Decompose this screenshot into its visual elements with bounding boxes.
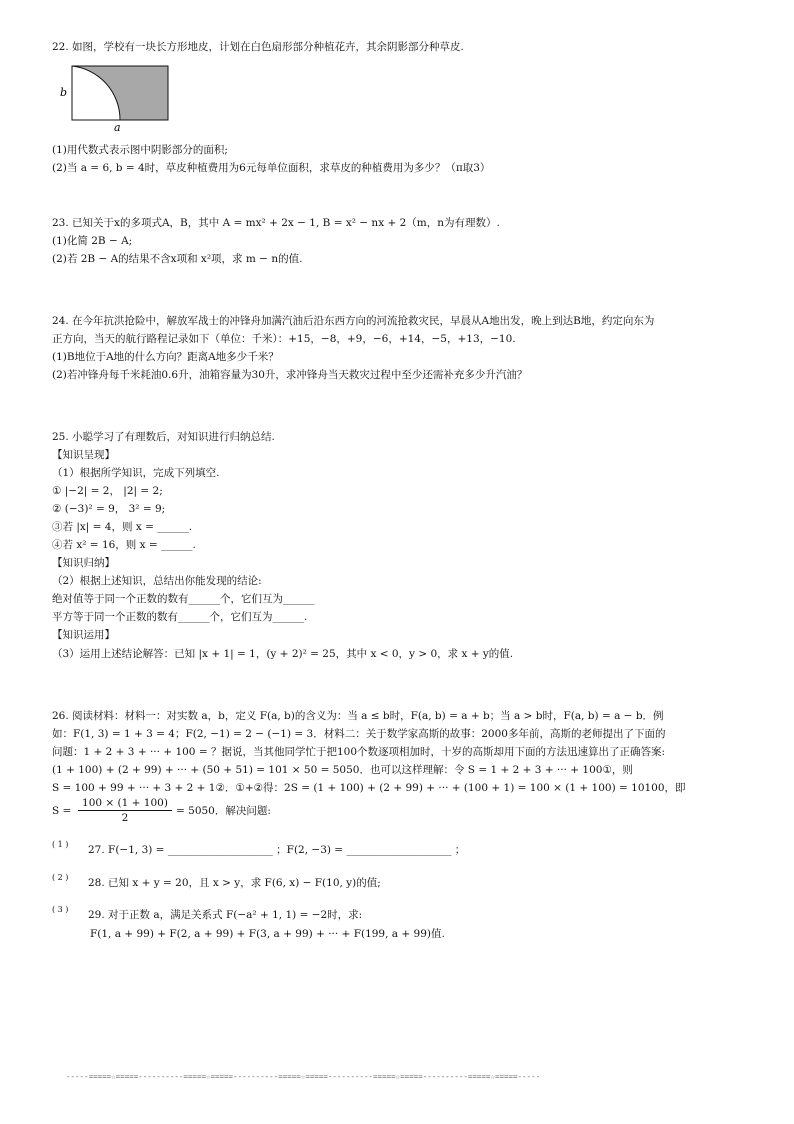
fraction-numerator: 100 × (1 + 100) [78,796,172,811]
q26-line5: S = 100 + 99 + ··· + 3 + 2 + 1②．①+②得：2S = (1 + 100) + (2 + 99) + ··· + (100 + 1) = 100 × (1 + 100) = 10100，即 [52,782,686,794]
q26-s-equals: S = [52,805,72,817]
fraction-denominator: 2 [121,812,129,824]
q25-item2: ② (−3)² = 9， 3² = 9; [52,503,166,515]
q25-step3: （3）运用上述结论解答：已知 |x + 1| = 1，(y + 2)² = 25，其中 x < 0，y > 0，求 x + y的值. [52,648,514,660]
q25-heading-apply: 【知识运用】 [52,629,115,641]
q25-item4: ④若 x² = 16，则 x = ______. [52,539,196,551]
q24-part2: (2)若冲锋舟每千米耗油0.6升，油箱容量为30升，求冲锋舟当天救灾过程中至少还需补充多少升汽油？ [52,369,528,381]
sub-number-2: ( 2 ) [52,873,69,882]
q25-item1: ① |−2| = 2， |2| = 2; [52,485,163,497]
q25-title: 25. 小聪学习了有理数后，对知识进行归纳总结. [52,431,275,443]
q23-part1: (1)化简 2B − A; [52,235,133,247]
q26-sub3-line1: 29. 对于正数 a，满足关系式 F(−a² + 1, 1) = −2时，求: [88,909,363,921]
q26-sub1: 27. F(−1, 3) = ____________________ ；F(2, −3) = ____________________ ； [88,844,466,856]
q26-line3: 问题：1 + 2 + 3 + ··· + 100 = ？据说，当其他同学忙于把100个数逐项相加时，十岁的高斯却用下面的方法迅速算出了正确答案: [52,746,666,758]
sub-number-3: ( 3 ) [52,905,69,914]
q22-part1: (1)用代数式表示图中阴影部分的面积; [52,144,228,156]
sub-number-1: ( 1 ) [52,840,69,849]
q26-line4: (1 + 100) + (2 + 99) + ··· + (50 + 51) = 101 × 50 = 5050．也可以这样理解：令 S = 1 + 2 + 3 + ··· + 100①，则 [52,764,633,776]
q25-heading-present: 【知识呈现】 [52,449,115,461]
q25-conclusion1: 绝对值等于同一个正数的数有______个，它们互为______ [52,593,315,605]
label-b: b [60,86,68,99]
q25-heading-summary: 【知识归纳】 [52,557,115,569]
label-a: a [114,121,121,132]
q24-line1: 24. 在今年抗洪抢险中，解放军战士的冲锋舟加满汽油后沿东西方向的河流抢救灾民，早晨从A地出发，晚上到达B地，约定向东为 [52,315,655,327]
q23-title: 23. 已知关于x的多项式A，B，其中 A = mx² + 2x − 1, B = x² − nx + 2（m，n为有理数）. [52,217,500,229]
footer-divider: -----=====☆=====----------=====☆=====----------=====☆=====----------=====☆=====----------=====☆=====----- [66,1072,541,1081]
q25-step1: （1）根据所学知识，完成下列填空. [52,467,220,479]
q25-conclusion2: 平方等于同一个正数的数有______个，它们互为______. [52,611,308,623]
q23-part2: (2)若 2B − A的结果不含x项和 x²项，求 m − n的值. [52,253,303,265]
q25-step2: （2）根据上述知识，总结出你能发现的结论: [52,575,262,587]
gauss-fraction [78,796,172,825]
q24-line2: 正方向，当天的航行路程记录如下（单位：千米）：+15，−8，+9，−6，+14，−5，+13，−10. [52,333,516,345]
q26-line1: 26. 阅读材料：材料一：对实数 a，b，定义 F(a, b)的含义为：当 a ≤ b时，F(a, b) = a + b；当 a > b时，F(a, b) = a − b．例 [52,710,664,722]
q26-line2: 如：F(1, 3) = 1 + 3 = 4；F(2, −1) = 2 − (−1) = 3．材料二：关于数学家高斯的故事：2000多年前，高斯的老师提出了下面的 [52,728,666,740]
q24-part1: (1)B地位于A地的什么方向？距离A地多少千米？ [52,351,279,363]
q26-sub2: 28. 已知 x + y = 20，且 x > y，求 F(6, x) − F(10, y)的值; [88,877,381,889]
rectangle-figure [58,62,178,132]
q22-part2: (2)当 a = 6, b = 4时，草皮种植费用为6元每单位面积，求草皮的种植费用为多少？（π取3） [52,162,491,174]
q25-item3: ③若 |x| = 4，则 x = ______. [52,521,193,533]
q26-sub3-line2: F(1, a + 99) + F(2, a + 99) + F(3, a + 99) + ··· + F(199, a + 99)值. [90,928,445,940]
q26-line6-suffix: = 5050．解决问题: [176,805,271,817]
q22-title: 22. 如图，学校有一块长方形地皮，计划在白色扇形部分种植花卉，其余阴影部分种草皮. [52,41,464,53]
